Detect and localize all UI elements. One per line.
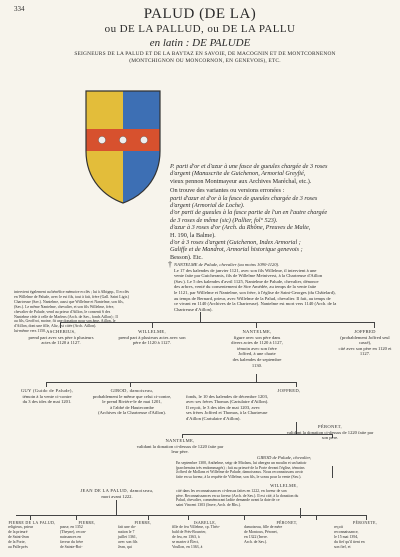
person-text: leur père. — [171, 449, 189, 455]
nantelme-line: des arbres, venté du consentement de Sire Amédée, au temps de la vente faite — [174, 284, 317, 290]
person-pierre-2 — [60, 520, 114, 550]
person-text: damoiseau, fille de mère — [244, 525, 283, 529]
lordships — [30, 51, 380, 64]
person-text: fille de feu Villelme, cp. Théo- — [172, 525, 220, 529]
person-pierre-3 — [118, 520, 168, 550]
person-text: Palud, chevalier, commémorant ladite demande avant la date de ce — [176, 498, 280, 503]
person-text: son père. — [321, 435, 339, 441]
nantelme-left-line: intervient également au bénéfice mémoire ecclés ; lui à Albignp., Il ecclés — [14, 290, 130, 294]
person-nantelme-2 — [110, 438, 250, 455]
nantelme-left-line: chevalier de Palude, vend au prieur d'Aillon, le consenti 6 des — [14, 309, 111, 314]
person-text: de feu, en 1363, à — [172, 535, 200, 539]
blazon-line: H. 190, la Balme). — [170, 231, 216, 239]
person-name: GUY (Guido de Palude), — [20, 388, 74, 393]
nantelme-left-line: d'Aillon, dont une fille, Aliz, est citée (Arch. Aillon). — [14, 324, 97, 329]
nantelme-line: Chartreuse d'Aillon). — [174, 306, 213, 312]
person-name: JOFFRED, — [277, 388, 301, 393]
person-text: avec son fils — [118, 540, 138, 544]
person-text: (Archives de la Chartreuse d'Aillon). — [98, 410, 166, 416]
person-text: de la Porte, — [8, 540, 26, 544]
person-peronete — [334, 520, 396, 550]
person-name: PIERRE, — [134, 520, 152, 525]
nantelme-line: au temps de Bernard, prieur, avec Willelme de la Palud, chevalier. Il fait, au temps de — [174, 295, 331, 301]
person-nantelme — [216, 329, 298, 368]
person-text: du 3 des ides de mai 1201. — [22, 399, 72, 405]
blazon-line: d'azur à 3 roses d'or (Arch. du Rhône, Preuves de Malte, — [170, 224, 311, 232]
person-text: père de 1120 à 1127. — [132, 340, 172, 346]
person-text: Joffred, à une charte — [238, 351, 276, 357]
person-text: reçoit — [334, 525, 343, 529]
person-text: fonds, le 10 des kalendes de décembre 1203, — [186, 393, 269, 399]
coat-of-arms — [84, 89, 162, 205]
person-name: ASCHERIUS, — [46, 329, 76, 334]
person-text: témoin avec son frère — [237, 345, 277, 351]
person-jean — [74, 488, 160, 499]
person-joffred-2 — [186, 388, 392, 422]
nantelme-left-line: (Sav.). Le même Nantelme, chevalier, et son fils Willelme, frère, — [14, 304, 115, 309]
person-text: son fief, et — [334, 545, 351, 549]
person-name: PIERRE DE LA PALUD, — [8, 520, 56, 525]
lordships-line: SEIGNEURS DE LA PALUD ET DE LA BAYTAZ EN SAVOIE, DE MACOGNIN ET DE MONTCORNENON — [74, 51, 336, 57]
person-text: en 1322 (Invre. — [244, 535, 268, 539]
person-text: validant la donation ci-dessus de 1220 faite par — [136, 443, 224, 449]
person-text: En septembre 1300, Anthelme, seigr de Miolans, lui abergea un moulin et un battoir — [176, 460, 307, 465]
nantelme-line: Le 17 des kalendes de janvier 1121, avec son fils Willelme, il intervient à une — [174, 267, 317, 273]
blazon-line: d'argent (Armorial de Loche). — [170, 202, 245, 210]
person-text: Il reçoit, le 3 des ides de mai 1203, avec — [186, 404, 260, 410]
person-text: (parchemins très endommagés) ; fait au prieuré de la Porte devant l'église, témoins — [176, 465, 305, 470]
person-text: des kalendes de septembre — [232, 356, 282, 362]
person-name: WILLELME, — [270, 483, 298, 488]
person-text: probablement le même que celui ci-contre, — [92, 393, 172, 399]
person-text: père. Reconnaissances en sa faveur (Arch. de Sav.). Il est cité, à la donation du — [176, 493, 299, 498]
person-name: JEAN DE LA PALUD, damoiseau, — [80, 488, 154, 493]
person-text: ses frères Joffred et Thomas, à la Chartreuse — [186, 410, 268, 416]
person-name: GIROD de Palude, chevalier, — [257, 455, 311, 460]
person-girod — [90, 388, 174, 416]
person-text: prend part à plusieurs actes avec son — [118, 334, 186, 340]
person-text: au Palle près — [8, 545, 28, 549]
blazon-line: P. parti d'or et d'azur à une fasce de gueules chargée de 3 roses — [170, 163, 328, 170]
blazon-text — [170, 163, 388, 261]
family-title: PALUD (DE LA) — [143, 6, 257, 22]
person-text: (Theyne), recon- — [60, 530, 87, 534]
blazon-line: d'or à 3 roses d'argent (Guichenon, Index Armorial ; — [170, 239, 301, 247]
nantelme-entry — [174, 262, 388, 312]
nantelme-left-line: lui-même vers 1150. — [14, 329, 46, 334]
person-text: religieux, prieur — [8, 525, 34, 529]
latin-name — [0, 37, 400, 49]
nantelme-left-line: Nantelme cède à celle de Marlens (Arch. de Sav., fonds Aillon) ; Il — [14, 314, 118, 319]
person-peronet-entry — [266, 424, 394, 441]
person-text: à l'abbé de Hautecombe — [110, 404, 154, 410]
person-text: du fief qu'il tient en — [334, 540, 365, 544]
person-text: Jean, qui — [118, 545, 132, 549]
person-ascherius — [22, 329, 100, 346]
person-name: PÉRONETE, — [352, 520, 378, 525]
blazon-line: d'or parti de gueules à la fasce partie de l'un en l'autre chargée — [170, 209, 328, 217]
person-text: bald de Prés-Bourrier, — [172, 530, 207, 534]
person-text: saint Vincent 1303 (Invre, Arch. de Rhs.). — [176, 503, 241, 508]
nantelme-line: le 1121, par Willelme et Nantelme, son frère, à l'église de Saint-Georges (du Châtelard), — [174, 289, 336, 295]
blazon-line: parti d'azur et d'or à la fasce de gueules chargée de 3 roses — [170, 194, 318, 202]
person-text: avec ses frères Thomas (Cartulaire d'Aillon). — [186, 399, 269, 405]
blazon-line: de 3 roses de même (sic) (Pallier, fol° 523). — [170, 216, 278, 224]
person-willelme-2 — [176, 484, 392, 508]
person-text: cité dans les reconnaissances ci-dessus faites en 1222, en faveur de son — [176, 488, 287, 493]
nantelme-line: vente faite par Guicheranis, fils de Willelme Meiniverst, à la Chartreuse d'Aillon — [174, 273, 323, 279]
person-text: d'Aillon (Cartulaire d'Aillon). — [186, 415, 241, 421]
person-text: prend part avec ses père à plusieurs — [28, 334, 94, 340]
person-joffred — [334, 329, 396, 357]
person-peronet-2 — [244, 520, 330, 545]
person-name: WILLELME, — [138, 329, 166, 334]
person-text: fait une do- — [118, 525, 136, 529]
page-number: 334 — [14, 5, 25, 13]
person-text: Joffred de Mollans et Willelme de Palude, damoiseaux. Nous reconnaissons avoir — [176, 470, 303, 475]
person-text: de Sainte-Boi- — [60, 545, 83, 549]
family-subtitle: ou DE LA PALLUD, ou DE LA PALLU — [104, 23, 296, 35]
person-name: ISABELLE, — [193, 520, 217, 525]
person-text: passe, en 1352 — [60, 525, 83, 529]
person-name: NANTELME, — [242, 329, 272, 334]
latin-name-text: en latin : DE PALUDE — [149, 37, 251, 49]
person-text: reconnaissance, — [334, 530, 359, 534]
person-name: PÉRONET, — [276, 520, 298, 525]
blazon-line: On trouve des variantes ou versions erronées : — [170, 187, 285, 195]
blazon-line: d'argent (Manuscrite de Guichenon, Armorial Greyfié, — [170, 170, 306, 178]
person-text: le prend Rivière-le de mai 1201, — [102, 399, 162, 405]
person-isabelle — [172, 520, 238, 550]
person-text: actes de 1120 à 1127. — [41, 340, 81, 346]
person-text: de Montoux, Péronet, — [244, 530, 278, 534]
blazon-line: vieux pennon Montmayeur aux Archives Maréchal, etc.). — [170, 177, 312, 185]
nantelme-left-line: au fils, Geoffroi, moine, fit une donation pour son âme, Aillon, le — [14, 319, 116, 324]
person-text: cité avec son père en 1120 et — [338, 345, 392, 351]
person-text: Arch. de Sav.). — [244, 540, 268, 544]
person-text: 1130. — [251, 362, 263, 368]
person-text: validant la donation ci-dessus de 1220 faite par — [286, 429, 374, 435]
person-text: (probablement Joffred seul cassé), — [340, 334, 390, 346]
person-name: PÉRONET, — [318, 424, 342, 429]
person-pierre-prieur — [8, 520, 56, 550]
person-name: GIROD, damoiseau, — [110, 388, 154, 393]
person-text: juillet 1361, — [118, 535, 137, 539]
cross-mark: † — [168, 260, 172, 269]
blazon-line: Galiffe et de Mandrot, Armorial historique genevois ; — [170, 246, 303, 254]
person-name: JOFFRED — [354, 329, 376, 334]
nantelme-left-line: Chartreuse (Sav.). Nantelme, aussi que Willelme et Nantelme, son fils, — [14, 299, 124, 304]
nantelme-left-line: en Willelme de Palude, avec le est fils, tout à fait, frère (Gall. Saint Ligir.) — [14, 294, 130, 299]
person-text: 1127. — [359, 351, 371, 357]
person-girod-chevalier-entry — [176, 456, 392, 480]
person-text: faveur du frère — [60, 540, 84, 544]
person-text: nation le 7 — [118, 530, 135, 534]
nantelme-name: NANTELME de Palude, chevalier (au moins 1090-1120). — [174, 262, 280, 267]
person-text: naissances en — [60, 535, 82, 539]
person-name: NANTELME, — [165, 438, 195, 443]
person-text: faite en sa faveur, à la requête de Villelme, son fils, le sceau pour la vente (Sav.). — [176, 475, 302, 480]
person-text: Voullon, en 1363, à — [172, 545, 203, 549]
person-guy — [12, 388, 82, 405]
person-willelme — [112, 329, 192, 346]
person-text: mort avant 1222. — [101, 493, 133, 499]
person-text: se marier à Élect, — [172, 540, 200, 544]
nantelme-left-text — [14, 290, 172, 334]
nantelme-line: (Sav.). Le 5 des kalendes d'avril 1125, Nantelme de Palude, chevalier, dénonce — [174, 278, 319, 284]
person-text: de Saint-Jean — [8, 535, 29, 539]
person-name: PIERRE, — [78, 520, 96, 525]
person-text: le 15 mai 1394, — [334, 535, 359, 539]
nantelme-line: ce vivant en 1140 (Archives de la Chartreuse). Nantelme est mort vers 1140 (Arch. de la — [174, 301, 337, 307]
person-text: figure avec son père dans — [233, 334, 281, 340]
lordships-line: (MONTCHIGNON OU MONCORNON, EN GENEVOIS), ETC. — [129, 57, 281, 64]
person-text: de la prieuré — [8, 530, 28, 534]
blazon-line: Besson). Etc. — [170, 253, 203, 261]
person-text: divers actes de 1120 à 1127, — [231, 340, 283, 346]
person-text: témoin à la vente ci-contre — [22, 393, 72, 399]
